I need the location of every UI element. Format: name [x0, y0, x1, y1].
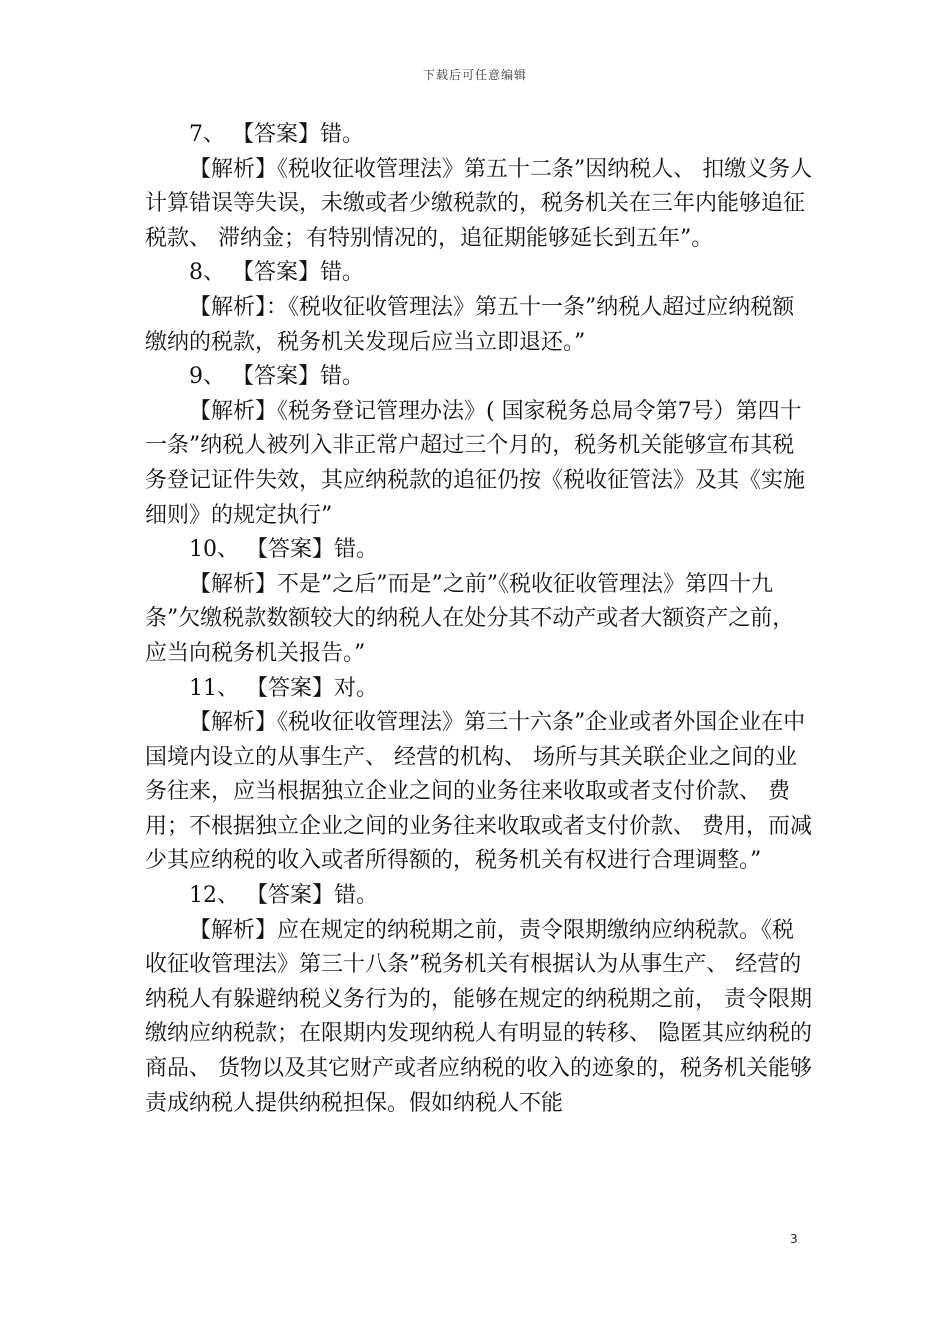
page-header: 下载后可任意编辑: [422, 68, 527, 82]
page-number: 3: [790, 1232, 798, 1246]
document-body: [145, 118, 815, 1121]
analysis-12: 【解析】应在规定的纳税期之前，责令限期缴纳应纳税款。《税收征收管理法》第三十八条”税务机关有根据认为从事生产、 经营的纳税人有躲避纳税义务行为的，能够在规定的纳税期之前， 责令限期缴纳应纳税款；在限期内发现纳税人有明显的转移、 隐匿其应纳税的商品、 货物以及其它财产或者应纳税的收入的迹象的，税务机关能够责成纳税人提供纳税担保。假如纳税人不能: [145, 917, 812, 1116]
answer-9: 9、 【答案】错。: [189, 364, 364, 390]
analysis-10: 【解析】不是”之后”而是”之前”《税收征收管理法》第四十九条”欠缴税款数额较大的纳税人在处分其不动产或者大额资产之前，应当向税务机关报告。”: [145, 571, 795, 666]
analysis-7: 【解析】《税收征收管理法》第五十二条”因纳税人、 扣缴义务人计算错误等失误，未缴或者少缴税款的，税务机关在三年内能够追征税款、 滞纳金；有特别情况的，追征期能够延长到五年”。: [145, 156, 813, 251]
analysis-11: 【解析】《税收征收管理法》第三十六条”企业或者外国企业在中国境内设立的从事生产、 经营的机构、 场所与其关联企业之间的业务往来，应当根据独立企业之间的业务往来收取或者支付价款、 费用；不根据独立企业之间的业务往来收取或者支付价款、 费用，而减少其应纳税的收入或者所得额的，税务机关有权进行合理调整。”: [145, 710, 812, 874]
answer-11: 11、 【答案】对。: [189, 675, 378, 701]
answer-8: 8、 【答案】错。: [189, 260, 364, 286]
answer-10: 10、 【答案】错。: [189, 537, 378, 563]
answer-12: 12、 【答案】错。: [189, 883, 378, 909]
analysis-9: 【解析】《税务登记管理办法》( 国家税务总局令第7号）第四十一条”纳税人被列入非正常户超过三个月的，税务机关能够宣布其税务登记证件失效，其应纳税款的追征仍按《税收征管法》及其《实施细则》的规定执行”: [145, 398, 806, 528]
analysis-8: 【解析】：《税收征收管理法》第五十一条”纳税人超过应纳税额缴纳的税款，税务机关发现后应当立即退还。”: [145, 294, 795, 355]
answer-7: 7、 【答案】错。: [189, 122, 364, 147]
